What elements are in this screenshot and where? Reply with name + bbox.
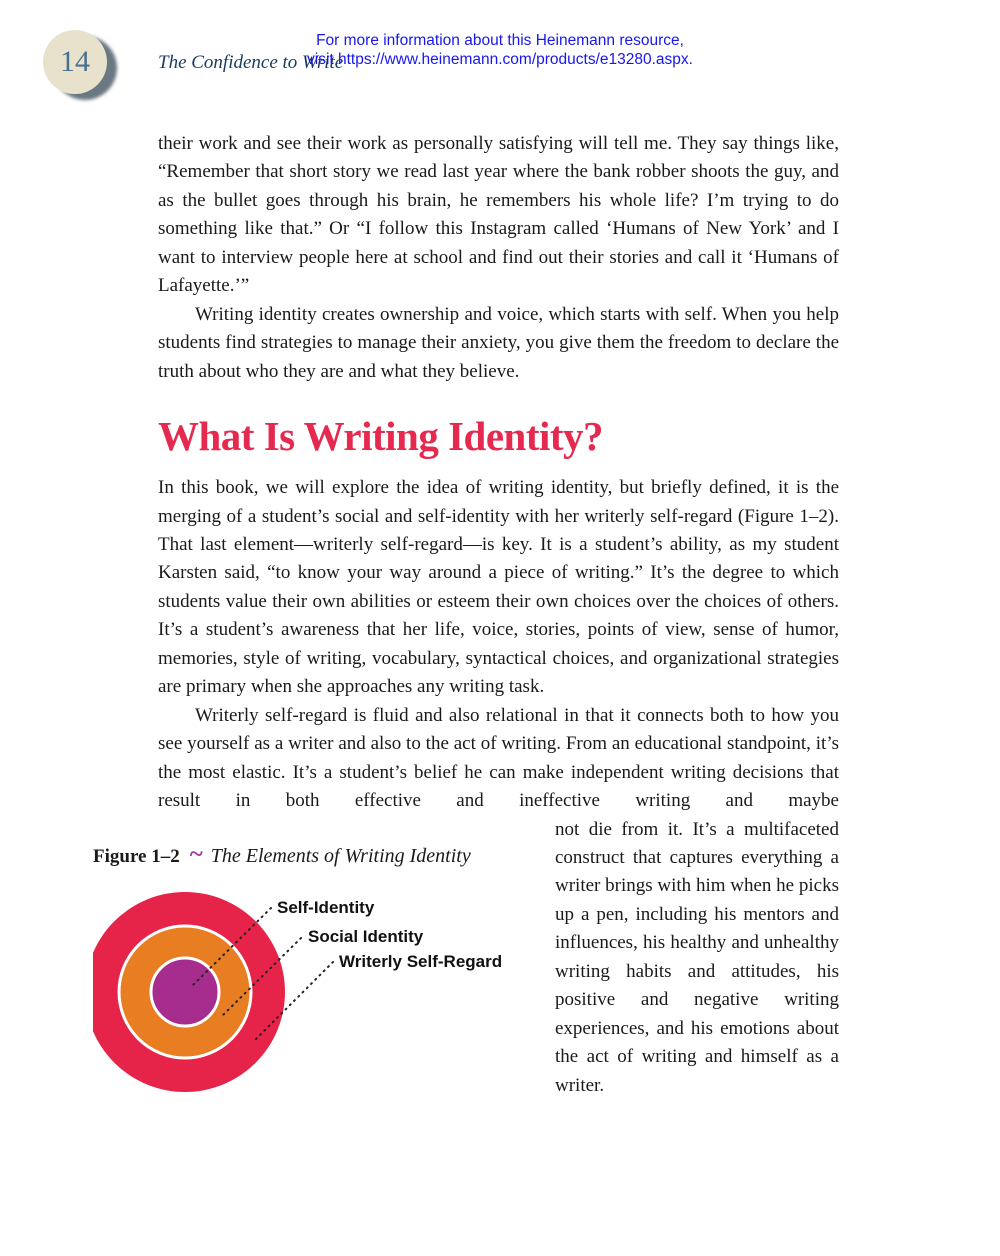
- label-writerly-self-regard: Writerly Self-Regard: [339, 951, 503, 971]
- resource-link[interactable]: visit https://www.heinemann.com/products/e13280.aspx.: [307, 50, 693, 68]
- inner-circle-self-identity: [151, 958, 219, 1026]
- paragraph-writing-identity-intro: Writing identity creates ownership and voice, which starts with self. When you help students find strategies to manage their anxiety, you give them the freedom to declare the truth about who they are and what they believe.: [158, 303, 839, 382]
- paragraph-self-regard-part1: Writerly self-regard is fluid and also relational in that it connects both to how you see yourself as a writer and also to the act of writing. From an educational standpoint, it’s the most elastic. It’s a student’s belief he can make independent writing decisions that result in both effective and ineffective writing and maybe: [158, 704, 839, 812]
- paragraph-continuation: their work and see their work as personally satisfying will tell me. They say things like, “Remember that short story we read last year where the bank robber shoots the guy, and as the bullet goes through his brain, he remembers his whole life? I’m trying to do something like that.” Or “I follow this Instagram called ‘Humans of New York’ and I want to interview people here at school and find out their stories and call it ‘Humans of Lafayette.’”: [158, 133, 839, 297]
- resource-notice-text: For more information about this Heinemann resource,: [316, 32, 684, 49]
- figure-title: The Elements of Writing Identity: [210, 844, 471, 867]
- page-number: 14: [60, 45, 90, 78]
- figure-1-2: [93, 842, 551, 1103]
- concentric-circles-diagram: [93, 875, 551, 1103]
- paragraph-definition: In this book, we will explore the idea of writing identity, but briefly defined, it is the merging of a student’s social and self-identity with her writerly self-regard (Figure 1–2). That last element—writerly self-regard—is key. It is a student’s ability, as my student Karsten said, “to know your way around a piece of writing.” It’s the degree to which students value their own abilities or esteem their own choices over the choices of others. It’s a student’s awareness that her life, voice, stories, points of view, sense of humor, memories, style of writing, vocabulary, syntactical choices, and organizational strategies are primary when she approaches any writing task.: [158, 477, 839, 698]
- paragraph-self-regard-part2: not die from it. It’s a multifaceted construct that captures everything a writer brings with him when he picks up a pen, including his mentors and influences, his healthy and unhealthy writing habits and attitudes, his positive and negative writing experiences, and his emotions about the act of writing and himself as a writer.: [555, 818, 839, 1096]
- tilde-separator-icon: ~: [189, 840, 203, 868]
- label-social-identity: Social Identity: [308, 926, 424, 946]
- page-body: [93, 130, 839, 1138]
- figure-label: Figure 1–2: [93, 845, 180, 867]
- resource-notice: [0, 32, 1000, 69]
- figure-caption: [93, 842, 551, 871]
- running-head: The Confidence to Write: [158, 52, 344, 73]
- section-heading: What Is Writing Identity?: [158, 413, 604, 460]
- label-self-identity: Self-Identity: [277, 897, 375, 917]
